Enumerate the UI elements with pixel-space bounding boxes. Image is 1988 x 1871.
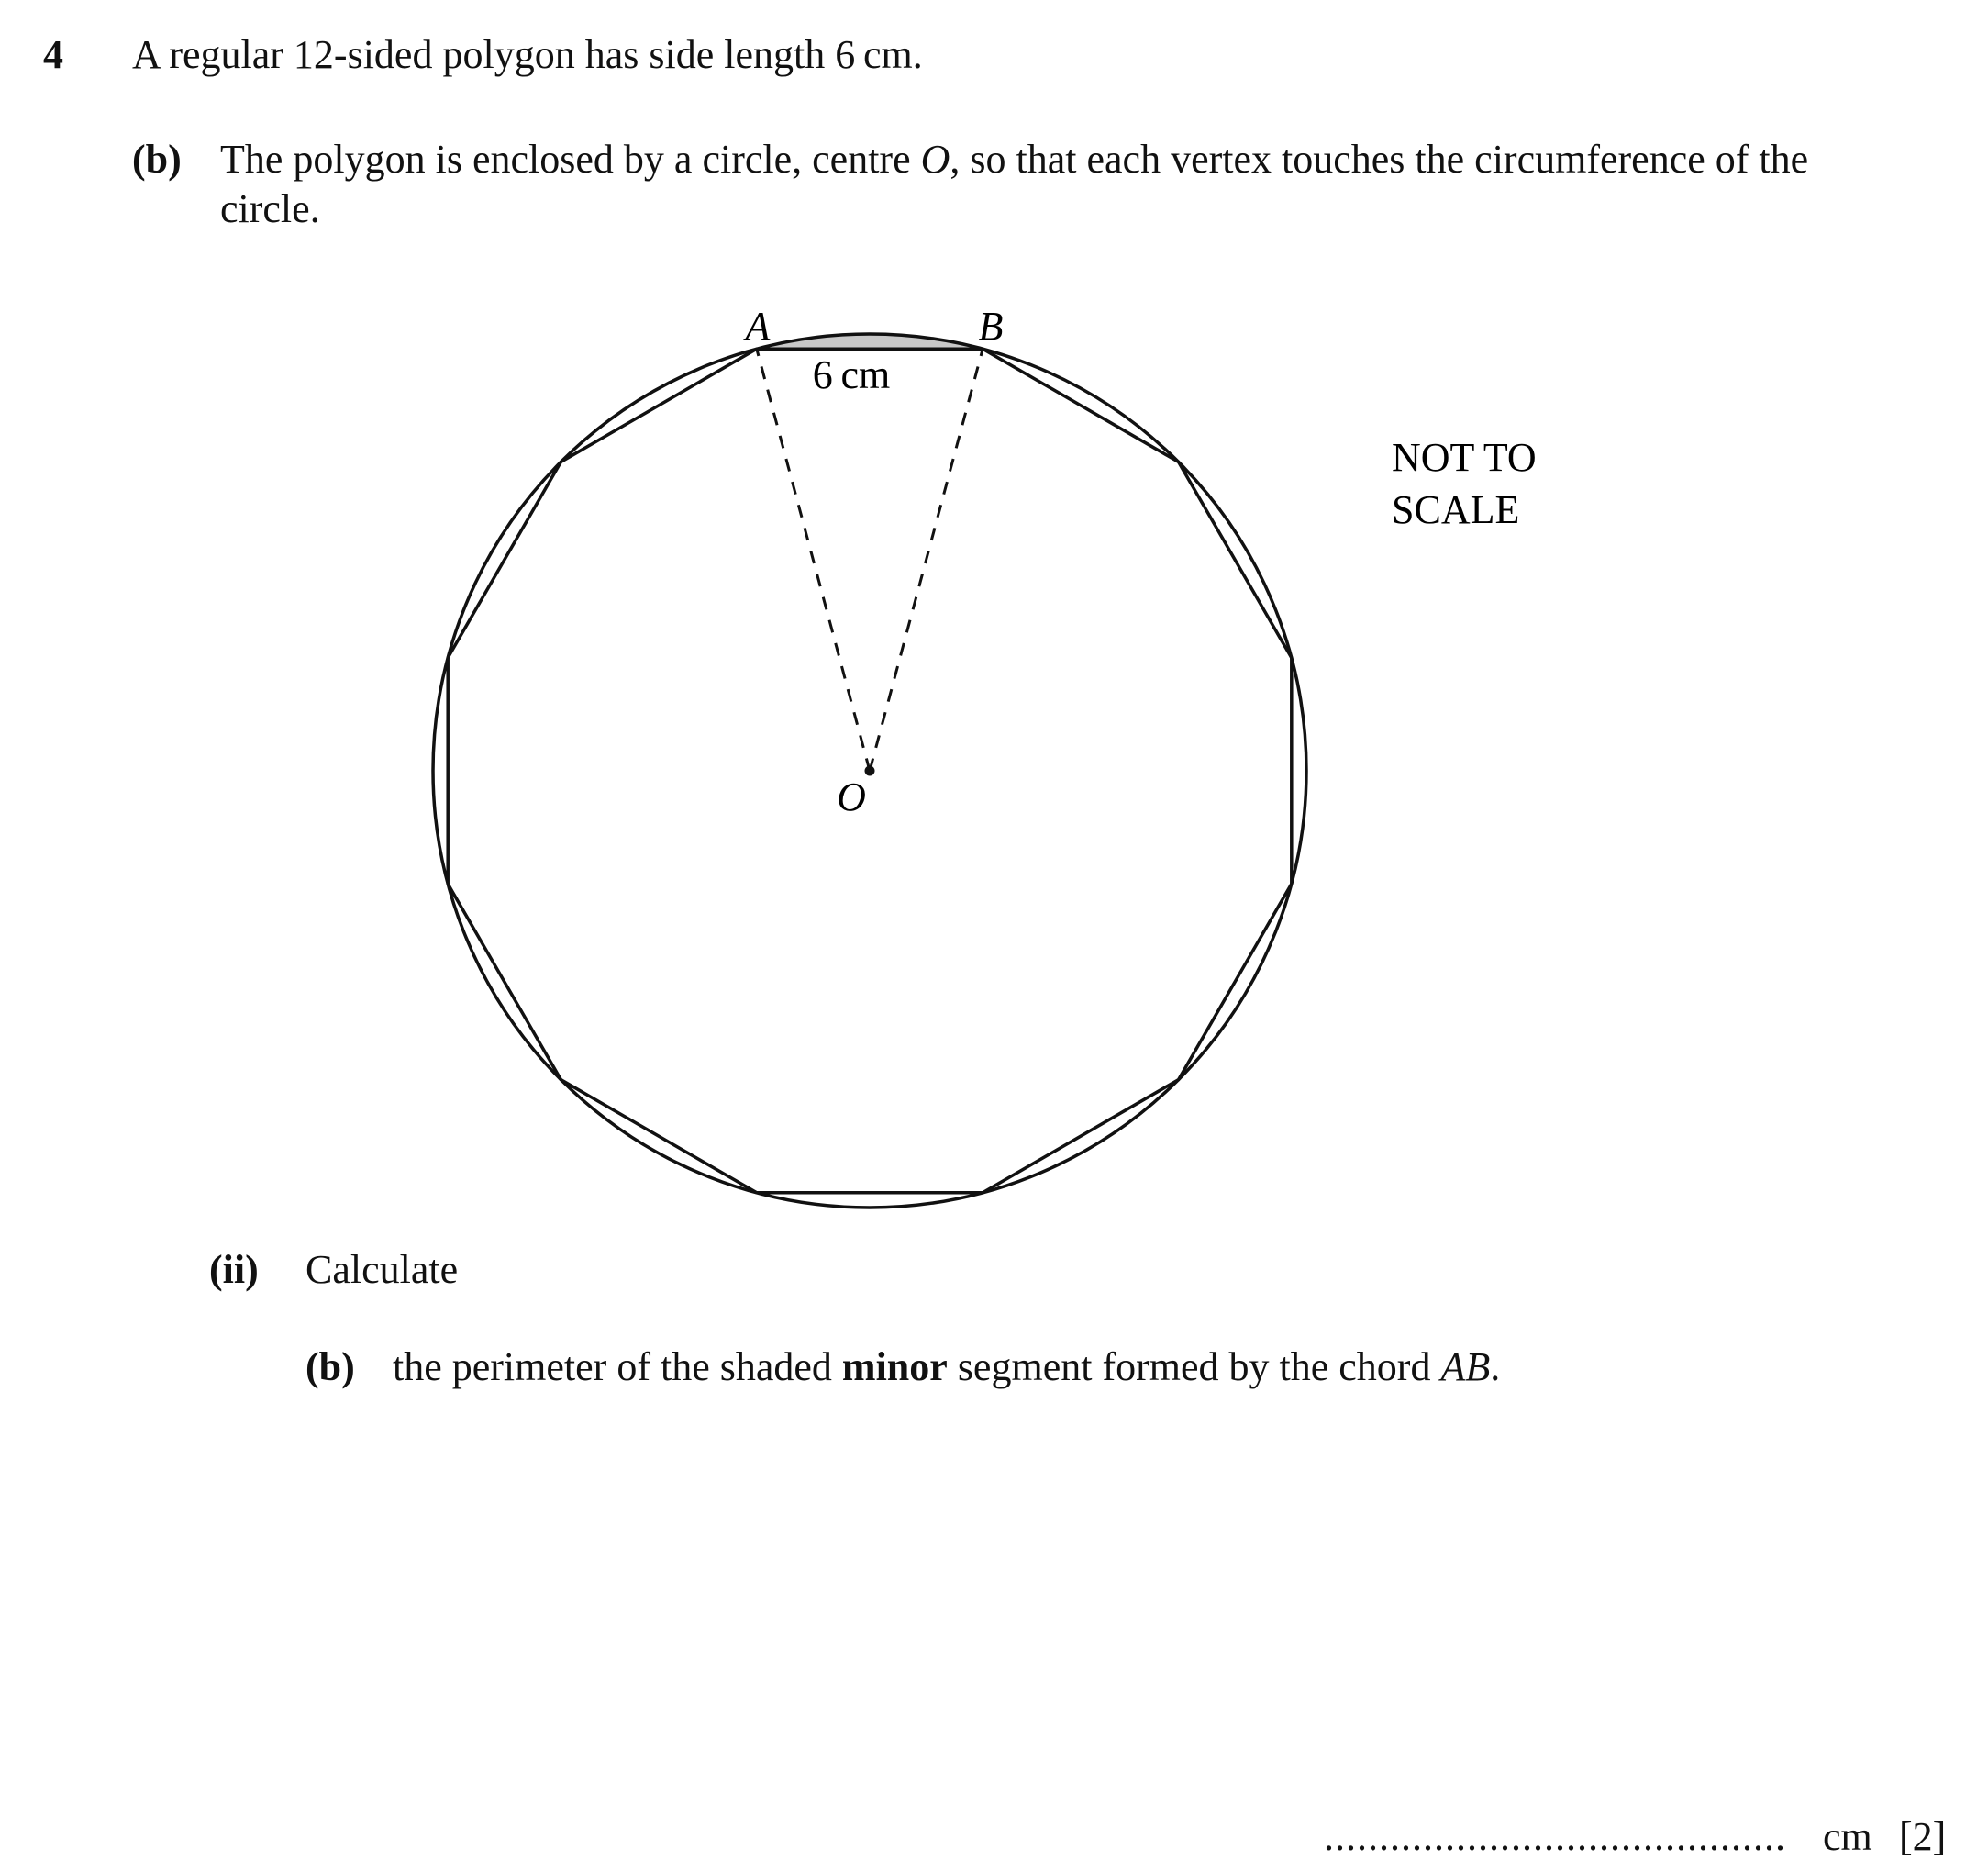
sub-b-text [393,1342,1500,1393]
question-number: 4 [43,32,63,77]
centre-label-o: O [837,774,866,819]
part-ii-label: (ii) [209,1247,259,1292]
answer-unit: cm [1823,1814,1872,1859]
not-to-scale-line1: NOT TO [1392,435,1537,480]
part-b-label: (b) [132,137,182,182]
vertex-label-a: A [745,304,771,349]
sub-b-bold: minor [841,1344,948,1389]
sub-b-text-end: . [1490,1344,1501,1389]
sub-b-text-mid: segment formed by the chord [947,1344,1441,1389]
sub-b-text-before: the perimeter of the shaded [393,1344,842,1389]
centre-point [865,766,875,776]
radius-oa [757,349,870,771]
part-b-text-before: The polygon is enclosed by a circle, centre [220,137,921,182]
answer-marks: [2] [1899,1814,1947,1859]
part-b-centre: O [920,137,950,182]
sub-b-chord: AB [1440,1344,1491,1389]
part-b-text-line2: circle. [220,186,320,231]
not-to-scale-line2: SCALE [1392,487,1520,532]
sub-b-label: (b) [305,1344,355,1389]
vertex-label-b: B [978,304,1004,349]
answer-line[interactable]: .......................................... [1324,1814,1786,1859]
part-b-text-after: , so that each vertex touches the circumference of the [950,137,1809,182]
part-ii-text: Calculate [305,1247,459,1292]
question-stem: A regular 12-sided polygon has side length 6 cm. [132,32,923,77]
side-length-label: 6 cm [812,352,891,397]
radius-ob [870,349,983,771]
